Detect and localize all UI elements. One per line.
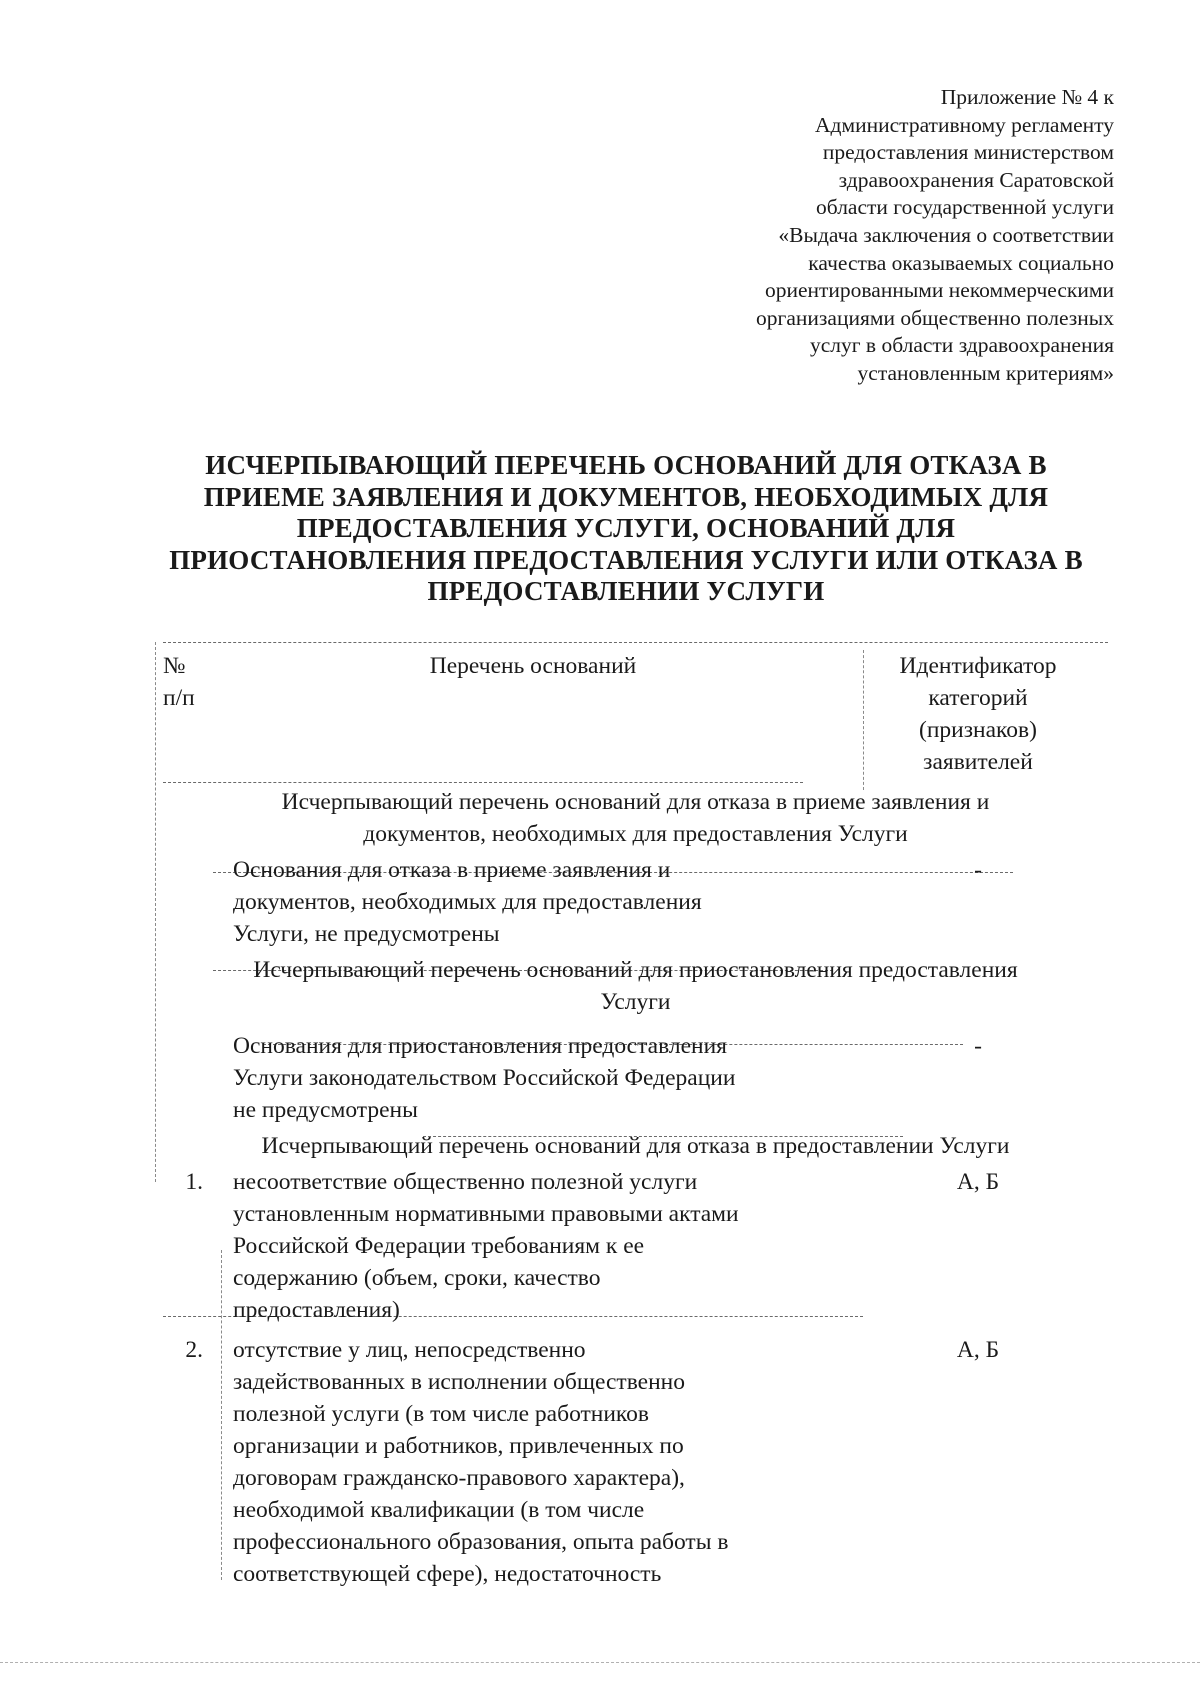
appendix-line: Приложение № 4 к [940,85,1114,109]
appendix-line: установленным критериям» [857,360,1114,385]
title-line: ИСЧЕРПЫВАЮЩИЙ ПЕРЕЧЕНЬ ОСНОВАНИЙ ДЛЯ ОТКАЗА В [205,450,1047,480]
header-text: Перечень оснований [429,653,637,679]
row-text-line: не предусмотрены [233,1097,418,1123]
table-rule [163,642,1108,643]
row-text-line: задействованных в исполнении общественно [233,1369,685,1395]
row-ident-cell [853,1030,1103,1062]
row-text-line: организации и работников, привлеченных по [233,1433,684,1459]
title-line: ПРЕДОСТАВЛЕНИЯ УСЛУГИ, ОСНОВАНИЙ ДЛЯ [296,513,956,543]
row-text-line: профессионального образования, опыта работы в [233,1529,729,1555]
row-text-line: Услуги законодательством Российской Федерации [233,1065,736,1091]
table-rule [163,782,803,783]
section-title-line: документов, необходимых для предоставления Услуги [363,821,908,847]
appendix-line: организациями общественно полезных [756,305,1114,330]
appendix-line: области государственной услуги [816,195,1114,220]
row-text-line: договорам гражданско-правового характера), [233,1465,685,1491]
appendix-note [594,84,1114,388]
section-title-line: Услуги [600,989,671,1015]
row-text-line: предоставления) [233,1297,400,1323]
section-refusal-service-title [163,1130,1108,1162]
row-ident-cell [853,1166,1103,1198]
appendix-line: предоставления министерством [822,140,1114,165]
table-rule [155,642,156,1182]
row-ident: А, Б [956,1337,1000,1363]
row-num: 2. [185,1337,203,1363]
row-ident-cell [853,1334,1103,1366]
title-line: ПРИЕМЕ ЗАЯВЛЕНИЯ И ДОКУМЕНТОВ, НЕОБХОДИМЫХ ДЛЯ [203,481,1049,512]
section-title-line: Исчерпывающий перечень оснований для отказа в предоставлении Услуги [261,1133,1010,1159]
row-text-line: Основания для отказа в приеме заявления и [233,857,671,883]
header-ident-line: Идентификатор [899,653,1057,679]
row-text-line: Российской Федерации требованиям к ее [233,1233,645,1259]
row-num: 1. [185,1169,203,1195]
row-ident: - [974,1033,982,1059]
row-text-cell [233,1334,833,1590]
appendix-line: Административному регламенту [815,112,1114,137]
header-num-line: № [163,653,186,679]
title-line: ПРЕДОСТАВЛЕНИИ УСЛУГИ [427,576,825,606]
row-text-cell [233,1030,833,1126]
row-text-line: содержанию (объем, сроки, качество [233,1265,601,1291]
row-text-line: отсутствие у лиц, непосредственно [233,1337,586,1363]
row-text-line: документов, необходимых для предоставления [233,889,702,915]
document-title [150,450,1102,608]
row-ident-cell [853,854,1103,886]
row-num-cell [163,1166,203,1198]
section-suspension-title [163,954,1108,1018]
header-ident-line: (признаков) [919,717,1037,743]
section-refusal-acceptance-title [163,786,1108,850]
title-line: ПРИОСТАНОВЛЕНИЯ ПРЕДОСТАВЛЕНИЯ УСЛУГИ ИЛИ ОТКАЗА В [169,544,1083,575]
appendix-line: качества оказываемых социально [808,250,1114,275]
header-ident-cell [853,650,1103,778]
row-ident: А, Б [956,1169,1000,1195]
header-ident-line: заявителей [923,749,1033,775]
row-text-line: необходимой квалификации (в том числе [233,1497,645,1523]
row-text-line: Услуги, не предусмотрены [233,921,500,947]
appendix-line: ориентированными некоммерческими [764,278,1114,303]
row-text-cell [233,854,833,950]
row-text-line: несоответствие общественно полезной услуги [233,1169,698,1195]
header-num-cell [163,650,218,714]
row-text-line: полезной услуги (в том числе работников [233,1401,650,1427]
header-num-line: п/п [163,685,195,711]
header-text-cell [233,650,833,682]
page-edge-line [0,1662,1200,1663]
row-num-cell [163,1334,203,1366]
appendix-line: услуг в области здравоохранения [809,333,1114,358]
row-text-line: Основания для приостановления предоставления [233,1033,727,1059]
row-text-line: установленным нормативными правовыми актами [233,1201,739,1227]
row-text-line: соответствующей сфере), недостаточность [233,1561,662,1587]
header-ident-line: категорий [928,685,1028,711]
section-title-line: Исчерпывающий перечень оснований для приостановления предоставления [253,957,1018,983]
row-text-cell [233,1166,833,1326]
section-title-line: Исчерпывающий перечень оснований для отказа в приеме заявления и [281,789,990,815]
appendix-line: «Выдача заключения о соответствии [778,222,1114,247]
appendix-line: здравоохранения Саратовской [838,167,1114,192]
table-rule [221,1250,222,1580]
row-ident: - [974,857,982,883]
